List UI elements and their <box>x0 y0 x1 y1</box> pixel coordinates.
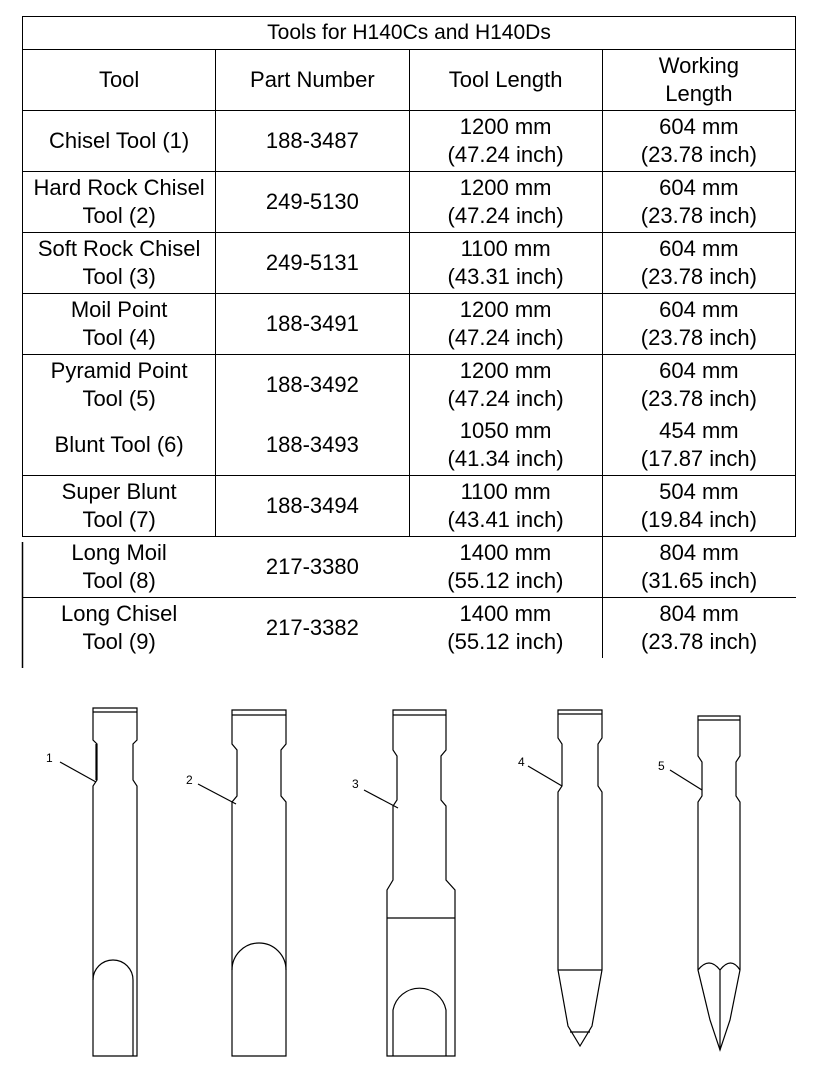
tool-length-inch: (47.24 inch) <box>447 386 564 411</box>
working-length-mm: 454 mm <box>659 418 739 443</box>
header-working-length-line1: Working <box>658 53 740 78</box>
working-length-mm: 604 mm <box>659 358 739 383</box>
callout-3: 3 <box>352 777 359 791</box>
tool-name-cell <box>23 537 216 598</box>
working-length-cell <box>602 355 795 416</box>
part-number-cell: 217-3380 <box>216 537 409 598</box>
part-number-cell: 188-3491 <box>216 294 409 355</box>
header-tool: Tool <box>23 50 216 111</box>
tool-name-cell <box>23 172 216 233</box>
callout-2: 2 <box>186 773 193 787</box>
tool-length-cell <box>409 233 602 294</box>
tool-name-cell <box>23 415 216 476</box>
part-number-cell: 188-3487 <box>216 111 409 172</box>
tool-name-line2: Tool (3) <box>82 264 156 289</box>
tool-length-cell <box>409 111 602 172</box>
tool-name-line2: Tool (8) <box>82 568 156 593</box>
tool-2-hard-rock-chisel-drawing <box>232 710 286 1056</box>
tool-length-inch: (47.24 inch) <box>447 325 564 350</box>
table-row <box>23 294 796 355</box>
tool-length-mm: 1400 mm <box>459 540 552 565</box>
tool-4-moil-point-drawing <box>558 710 602 1046</box>
tool-name-cell <box>23 598 216 659</box>
tool-name-cell <box>23 294 216 355</box>
tool-length-inch: (43.41 inch) <box>447 507 564 532</box>
callout-1: 1 <box>46 751 53 765</box>
tool-name-line2: Tool (9) <box>82 629 156 654</box>
tool-name-cell <box>23 233 216 294</box>
working-length-cell <box>602 294 795 355</box>
header-part-number: Part Number <box>216 50 409 111</box>
working-length-inch: (23.78 inch) <box>640 325 757 350</box>
working-length-cell <box>602 476 795 537</box>
tool-name-line2: Tool (7) <box>82 507 156 532</box>
tool-length-cell <box>409 537 602 598</box>
table-row <box>23 537 796 598</box>
tool-length-mm: 1050 mm <box>459 418 552 443</box>
tool-length-inch: (55.12 inch) <box>447 568 564 593</box>
working-length-inch: (23.78 inch) <box>640 142 757 167</box>
tool-length-cell <box>409 598 602 659</box>
tool-length-inch: (47.24 inch) <box>447 142 564 167</box>
tool-name-cell <box>23 355 216 416</box>
tool-name-line1: Blunt Tool (6) <box>54 432 184 457</box>
table-row <box>23 233 796 294</box>
tool-name-line1: Chisel Tool (1) <box>49 128 190 153</box>
working-length-mm: 604 mm <box>659 236 739 261</box>
tool-length-mm: 1100 mm <box>460 479 551 504</box>
part-number-cell: 249-5130 <box>216 172 409 233</box>
working-length-cell <box>602 233 795 294</box>
tool-name-line1: Soft Rock Chisel <box>37 236 201 261</box>
callout-5: 5 <box>658 759 665 773</box>
tool-name-cell <box>23 476 216 537</box>
working-length-mm: 604 mm <box>659 114 739 139</box>
tool-length-mm: 1200 mm <box>459 358 552 383</box>
tool-name-line2: Tool (4) <box>82 325 156 350</box>
table-row <box>23 355 796 416</box>
header-tool-length: Tool Length <box>409 50 602 111</box>
working-length-inch: (19.84 inch) <box>640 507 757 532</box>
tool-name-line1: Pyramid Point <box>50 358 188 383</box>
part-number-cell: 217-3382 <box>265 615 359 640</box>
tool-name-line1: Moil Point <box>70 297 168 322</box>
working-length-mm: 804 mm <box>659 601 739 626</box>
working-length-cell <box>602 598 795 659</box>
tool-length-inch: (43.31 inch) <box>447 264 564 289</box>
tool-length-mm: 1400 mm <box>459 601 552 626</box>
tool-length-mm: 1200 mm <box>459 114 552 139</box>
callout-4: 4 <box>518 755 525 769</box>
tool-length-mm: 1200 mm <box>459 297 552 322</box>
tool-1-chisel-drawing <box>93 708 137 1056</box>
tool-name-line1: Long Chisel <box>61 601 178 626</box>
tool-length-cell <box>409 172 602 233</box>
working-length-inch: (23.78 inch) <box>641 629 758 654</box>
table-row <box>23 598 796 659</box>
working-length-mm: 804 mm <box>659 540 739 565</box>
part-number-cell: 188-3494 <box>216 476 409 537</box>
tool-name-line2: Tool (2) <box>82 203 156 228</box>
working-length-mm: 604 mm <box>659 297 739 322</box>
working-length-inch: (31.65 inch) <box>641 568 758 593</box>
part-number-cell: 249-5131 <box>216 233 409 294</box>
part-number-cell: 188-3493 <box>216 415 409 476</box>
tool-length-inch: (55.12 inch) <box>447 629 564 654</box>
tool-length-cell <box>409 476 602 537</box>
working-length-inch: (23.78 inch) <box>640 264 757 289</box>
tool-name-line1: Hard Rock Chisel <box>33 175 205 200</box>
tool-name-line1: Long Moil <box>71 540 167 565</box>
tool-name-line2: Tool (5) <box>82 386 156 411</box>
table-title: Tools for H140Cs and H140Ds <box>23 17 796 50</box>
table-row <box>23 111 796 172</box>
part-number-cell: 188-3492 <box>216 355 409 416</box>
table-row <box>23 415 796 476</box>
tool-length-mm: 1100 mm <box>460 236 551 261</box>
tool-length-inch: (47.24 inch) <box>447 203 564 228</box>
header-working-length <box>602 50 795 111</box>
working-length-cell <box>602 415 795 476</box>
working-length-cell <box>602 172 795 233</box>
tool-length-inch: (41.34 inch) <box>447 446 564 471</box>
tool-3-soft-rock-chisel-drawing <box>387 710 455 1056</box>
working-length-inch: (17.87 inch) <box>640 446 757 471</box>
working-length-mm: 504 mm <box>659 479 739 504</box>
working-length-cell <box>602 111 795 172</box>
working-length-inch: (23.78 inch) <box>640 203 757 228</box>
tool-length-cell <box>409 294 602 355</box>
tool-length-cell <box>409 415 602 476</box>
tool-name-cell <box>23 111 216 172</box>
table-row <box>23 476 796 537</box>
tool-length-mm: 1200 mm <box>459 175 552 200</box>
tool-length-cell <box>409 355 602 416</box>
working-length-mm: 604 mm <box>659 175 739 200</box>
tool-name-line1: Super Blunt <box>61 479 177 504</box>
table-row <box>23 172 796 233</box>
header-working-length-line2: Length <box>665 81 733 106</box>
tool-drawing <box>0 680 820 1066</box>
lower-left-rule <box>21 542 24 668</box>
tools-table <box>22 16 796 658</box>
tool-5-pyramid-point-drawing <box>698 716 740 1050</box>
working-length-inch: (23.78 inch) <box>640 386 757 411</box>
working-length-cell <box>602 537 795 598</box>
